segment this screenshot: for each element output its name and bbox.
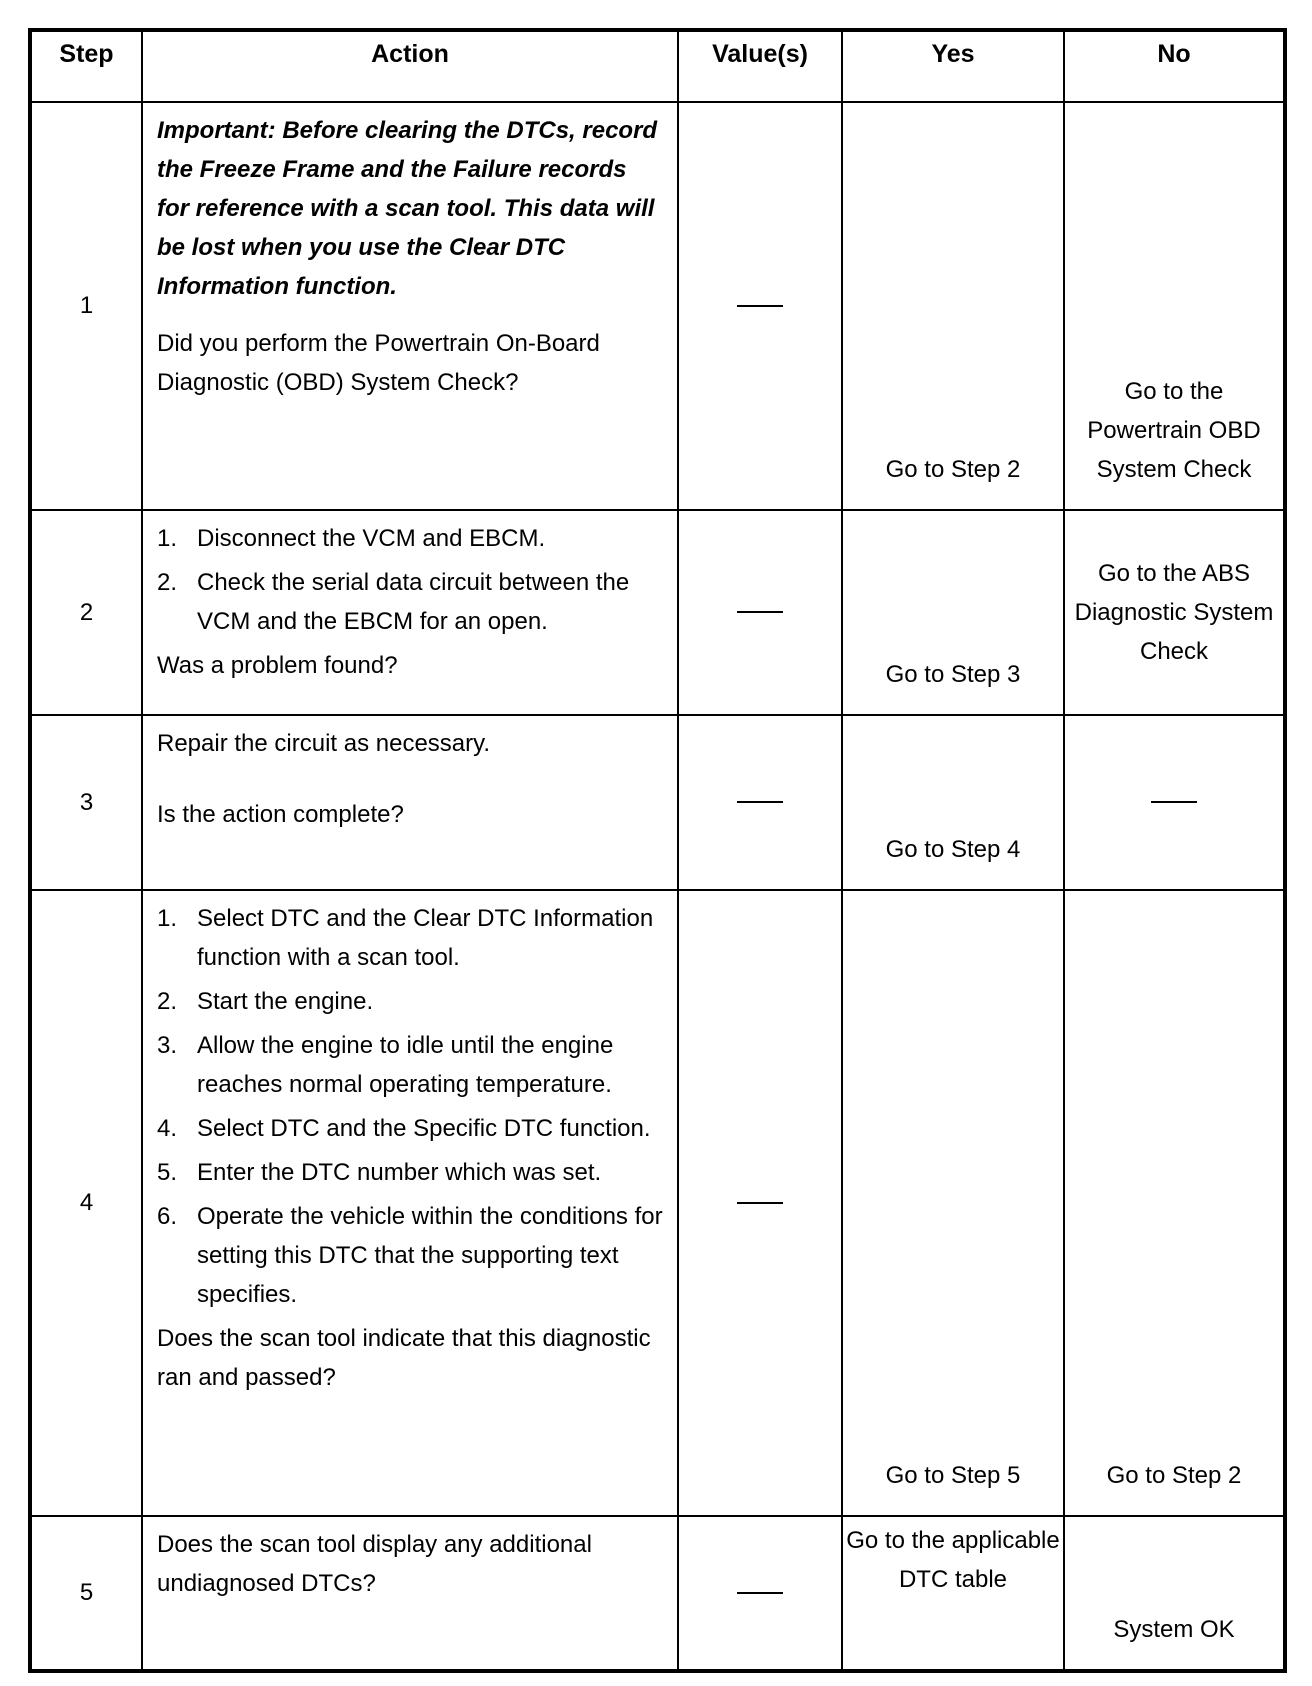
action-text: Repair the circuit as necessary. bbox=[157, 730, 491, 757]
table-row bbox=[30, 510, 1285, 715]
action-cell bbox=[142, 510, 678, 715]
table-row bbox=[30, 890, 1285, 1516]
value-cell bbox=[678, 1516, 842, 1671]
step-number: 5 bbox=[30, 1516, 142, 1671]
value-cell bbox=[678, 102, 842, 510]
header-row bbox=[30, 30, 1285, 102]
header-values: Value(s) bbox=[678, 30, 842, 102]
list-item bbox=[157, 1197, 663, 1314]
no-result bbox=[1064, 715, 1285, 890]
value-dash bbox=[737, 611, 783, 613]
value-cell bbox=[678, 715, 842, 890]
list-item bbox=[157, 899, 663, 977]
value-dash bbox=[737, 1592, 783, 1594]
header-yes: Yes bbox=[842, 30, 1064, 102]
step-number: 2 bbox=[30, 510, 142, 715]
table-row bbox=[30, 1516, 1285, 1671]
list-item-text: Enter the DTC number which was set. bbox=[197, 1159, 602, 1186]
no-result: Go to the Powertrain OBD System Check bbox=[1064, 102, 1285, 510]
yes-result: Go to the applicable DTC table bbox=[842, 1516, 1064, 1671]
list-item bbox=[157, 1109, 663, 1148]
header-step: Step bbox=[30, 30, 142, 102]
list-item-text: Select DTC and the Specific DTC function. bbox=[197, 1115, 651, 1142]
list-item-text: Allow the engine to idle until the engine reaches normal operating temperature. bbox=[197, 1032, 614, 1098]
action-cell bbox=[142, 715, 678, 890]
no-result: Go to the ABS Diagnostic System Check bbox=[1064, 510, 1285, 715]
action-steps-list bbox=[157, 519, 663, 641]
yes-result: Go to Step 4 bbox=[842, 715, 1064, 890]
list-item-number: 3. bbox=[157, 1032, 178, 1059]
list-item-number: 4. bbox=[157, 1115, 178, 1142]
step-number: 4 bbox=[30, 890, 142, 1516]
no-dash bbox=[1151, 801, 1197, 803]
header-action: Action bbox=[142, 30, 678, 102]
list-item-number: 1. bbox=[157, 525, 178, 552]
header-no: No bbox=[1064, 30, 1285, 102]
yes-result: Go to Step 2 bbox=[842, 102, 1064, 510]
value-cell bbox=[678, 890, 842, 1516]
yes-result: Go to Step 5 bbox=[842, 890, 1064, 1516]
step-number: 3 bbox=[30, 715, 142, 890]
action-cell bbox=[142, 890, 678, 1516]
value-dash bbox=[737, 1202, 783, 1204]
action-question: Does the scan tool display any additional undiagnosed DTCs? bbox=[157, 1531, 592, 1597]
no-result: System OK bbox=[1064, 1516, 1285, 1671]
action-steps-list bbox=[157, 899, 663, 1314]
list-item-number: 6. bbox=[157, 1203, 178, 1230]
list-item-number: 1. bbox=[157, 905, 178, 932]
action-cell bbox=[142, 102, 678, 510]
table-row bbox=[30, 102, 1285, 510]
action-question: Was a problem found? bbox=[157, 652, 398, 679]
list-item-text: Operate the vehicle within the conditions for setting this DTC that the supporting text specifies. bbox=[197, 1203, 663, 1308]
table-row bbox=[30, 715, 1285, 890]
step-number: 1 bbox=[30, 102, 142, 510]
list-item bbox=[157, 1026, 663, 1104]
important-note: Important: Before clearing the DTCs, record the Freeze Frame and the Failure records for reference with a scan tool. This data will be lost when you use the Clear DTC Information function. bbox=[157, 117, 658, 300]
list-item-text: Select DTC and the Clear DTC Information function with a scan tool. bbox=[197, 905, 654, 971]
action-question: Is the action complete? bbox=[157, 801, 404, 828]
diagnostic-table bbox=[28, 28, 1287, 1673]
value-dash bbox=[737, 305, 783, 307]
list-item bbox=[157, 563, 663, 641]
list-item-number: 5. bbox=[157, 1159, 178, 1186]
action-question: Did you perform the Powertrain On-Board Diagnostic (OBD) System Check? bbox=[157, 330, 600, 396]
list-item-text: Disconnect the VCM and EBCM. bbox=[197, 525, 546, 552]
value-cell bbox=[678, 510, 842, 715]
list-item-text: Check the serial data circuit between the VCM and the EBCM for an open. bbox=[197, 569, 630, 635]
no-result: Go to Step 2 bbox=[1064, 890, 1285, 1516]
action-cell bbox=[142, 1516, 678, 1671]
list-item bbox=[157, 519, 663, 558]
list-item bbox=[157, 982, 663, 1021]
list-item-number: 2. bbox=[157, 569, 178, 596]
list-item-text: Start the engine. bbox=[197, 988, 374, 1015]
yes-result: Go to Step 3 bbox=[842, 510, 1064, 715]
value-dash bbox=[737, 801, 783, 803]
action-question: Does the scan tool indicate that this diagnostic ran and passed? bbox=[157, 1325, 651, 1391]
list-item-number: 2. bbox=[157, 988, 178, 1015]
list-item bbox=[157, 1153, 663, 1192]
